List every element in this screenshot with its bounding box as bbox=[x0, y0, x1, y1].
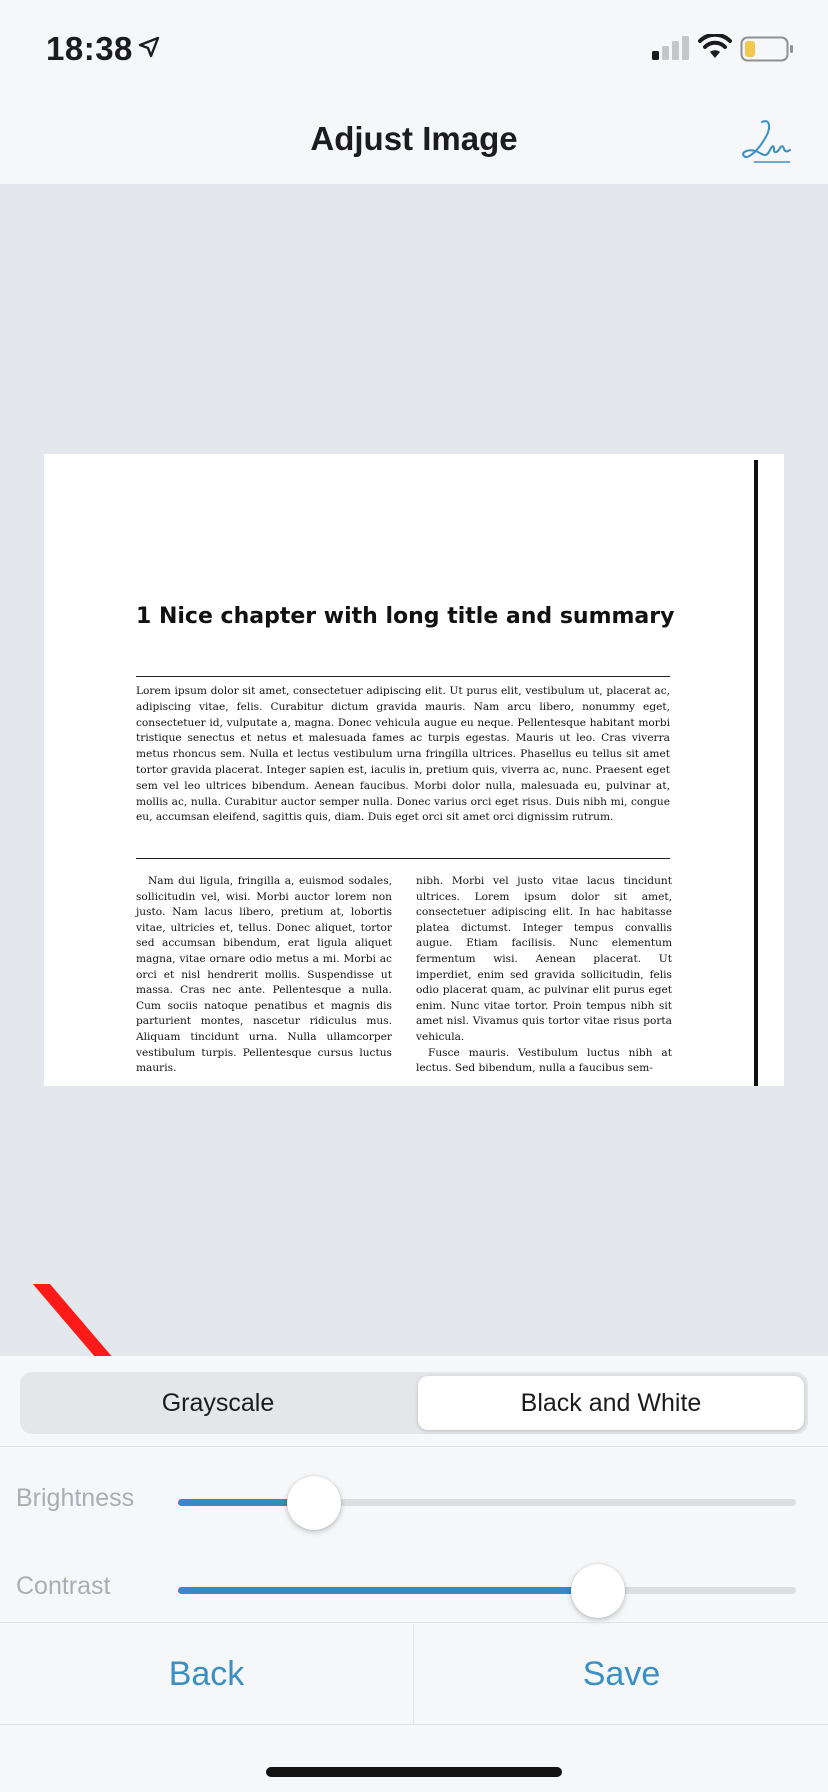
action-buttons bbox=[0, 1624, 828, 1724]
text-column-left bbox=[136, 874, 392, 1077]
contrast-slider-fill bbox=[178, 1587, 598, 1594]
wifi-icon bbox=[698, 34, 732, 60]
brightness-slider-row bbox=[0, 1472, 828, 1532]
segment-black-and-white[interactable]: Black and White bbox=[418, 1376, 804, 1430]
body-paragraph: Nam dui ligula, fringilla a, euismod sodales, sollicitudin vel, wisi. Morbi auctor lorem non justo. Nam lacus libero, pretium at, lobortis vitae, ultricies et, tellus. Donec aliquet, tortor sed accumsan bibendum, erat ligula aliquet magna, vitae ornare odio metus a mi. Morbi ac orci et nisl hendrerit mollis. Suspendisse ut massa. Cras nec ante. Pellentesque a nulla. Cum sociis natoque penatibus et magnis dis parturient montes, nascetur ridiculus mus. Aliquam tincidunt urna. Nulla ullamcorper vestibulum turpis. Pellentesque cursus luctus mauris. bbox=[136, 875, 392, 1075]
brightness-slider-thumb[interactable] bbox=[287, 1476, 341, 1530]
chapter-title: 1 Nice chapter with long title and summary bbox=[136, 604, 675, 629]
body-paragraph: Fusce mauris. Vestibulum luctus nibh at lectus. Sed bibendum, nulla a faucibus sem- bbox=[416, 1046, 672, 1075]
adjust-controls-panel bbox=[0, 1356, 828, 1792]
contrast-label: Contrast bbox=[16, 1572, 111, 1600]
mode-segmented-control bbox=[20, 1372, 808, 1434]
divider-rule bbox=[136, 858, 670, 859]
page-edge-line bbox=[754, 460, 758, 1086]
brightness-label: Brightness bbox=[16, 1484, 135, 1512]
document-preview bbox=[44, 454, 784, 1086]
contrast-slider-row bbox=[0, 1560, 828, 1620]
contrast-slider[interactable] bbox=[178, 1587, 796, 1594]
image-preview-area bbox=[0, 184, 828, 1356]
status-bar bbox=[0, 0, 828, 96]
contrast-slider-thumb[interactable] bbox=[571, 1564, 625, 1618]
divider bbox=[0, 1622, 828, 1623]
segment-grayscale[interactable]: Grayscale bbox=[161, 1388, 275, 1417]
signature-icon[interactable] bbox=[736, 114, 792, 170]
nav-bar bbox=[0, 96, 828, 184]
body-paragraph: nibh. Morbi vel justo vitae lacus tincidunt ultrices. Lorem ipsum dolor sit amet, consectetuer adipiscing elit. In hac habitasse platea dictumst. Integer tempus convallis augue. Etiam facilisis. Nunc elementum fermentum wisi. Aenean placerat. Ut imperdiet, enim sed gravida sollicitudin, felis odio placerat quam, ac pulvinar elit purus eget enim. Nunc vitae tortor. Proin tempus nibh sit amet nisl. Vivamus quis tortor vitae risus porta vehicula. bbox=[416, 875, 672, 1043]
divider bbox=[0, 1446, 828, 1447]
battery-low-icon bbox=[740, 36, 794, 62]
button-separator bbox=[413, 1624, 414, 1724]
page-title: Adjust Image bbox=[310, 120, 518, 157]
home-indicator[interactable] bbox=[266, 1767, 562, 1777]
back-button[interactable]: Back bbox=[168, 1654, 245, 1693]
divider-rule bbox=[136, 676, 670, 677]
save-button[interactable]: Save bbox=[582, 1654, 661, 1693]
divider bbox=[0, 1724, 828, 1725]
location-arrow-icon bbox=[138, 36, 160, 58]
cellular-signal-icon bbox=[652, 36, 690, 60]
status-time: 18:38 bbox=[46, 30, 133, 67]
text-column-right bbox=[416, 874, 672, 1077]
abstract-paragraph: Lorem ipsum dolor sit amet, consectetuer adipiscing elit. Ut purus elit, vestibulum ut, placerat ac, adipiscing vitae, felis. Curabitur dictum gravida mauris. Nam arcu libero, nonummy eget, consectetuer id, vulputate a, magna. Donec vehicula augue eu neque. Pellentesque habitant morbi tristique senectus et netus et malesuada fames ac turpis egestas. Mauris ut leo. Cras viverra metus rhoncus sem. Nulla et lectus vestibulum urna fringilla ultrices. Phasellus eu tellus sit amet tortor gravida placerat. Integer sapien est, iaculis in, pretium quis, viverra ac, nunc. Praesent eget sem vel leo ultrices bibendum. Aenean faucibus. Morbi dolor nulla, malesuada eu, pulvinar at, mollis ac, nulla. Curabitur auctor semper nulla. Donec varius orci eget risus. Duis nibh mi, congue eu, accumsan eleifend, sagittis quis, diam. Duis eget orci sit amet orci dignissim rutrum. bbox=[136, 685, 670, 824]
brightness-slider[interactable] bbox=[178, 1499, 796, 1506]
